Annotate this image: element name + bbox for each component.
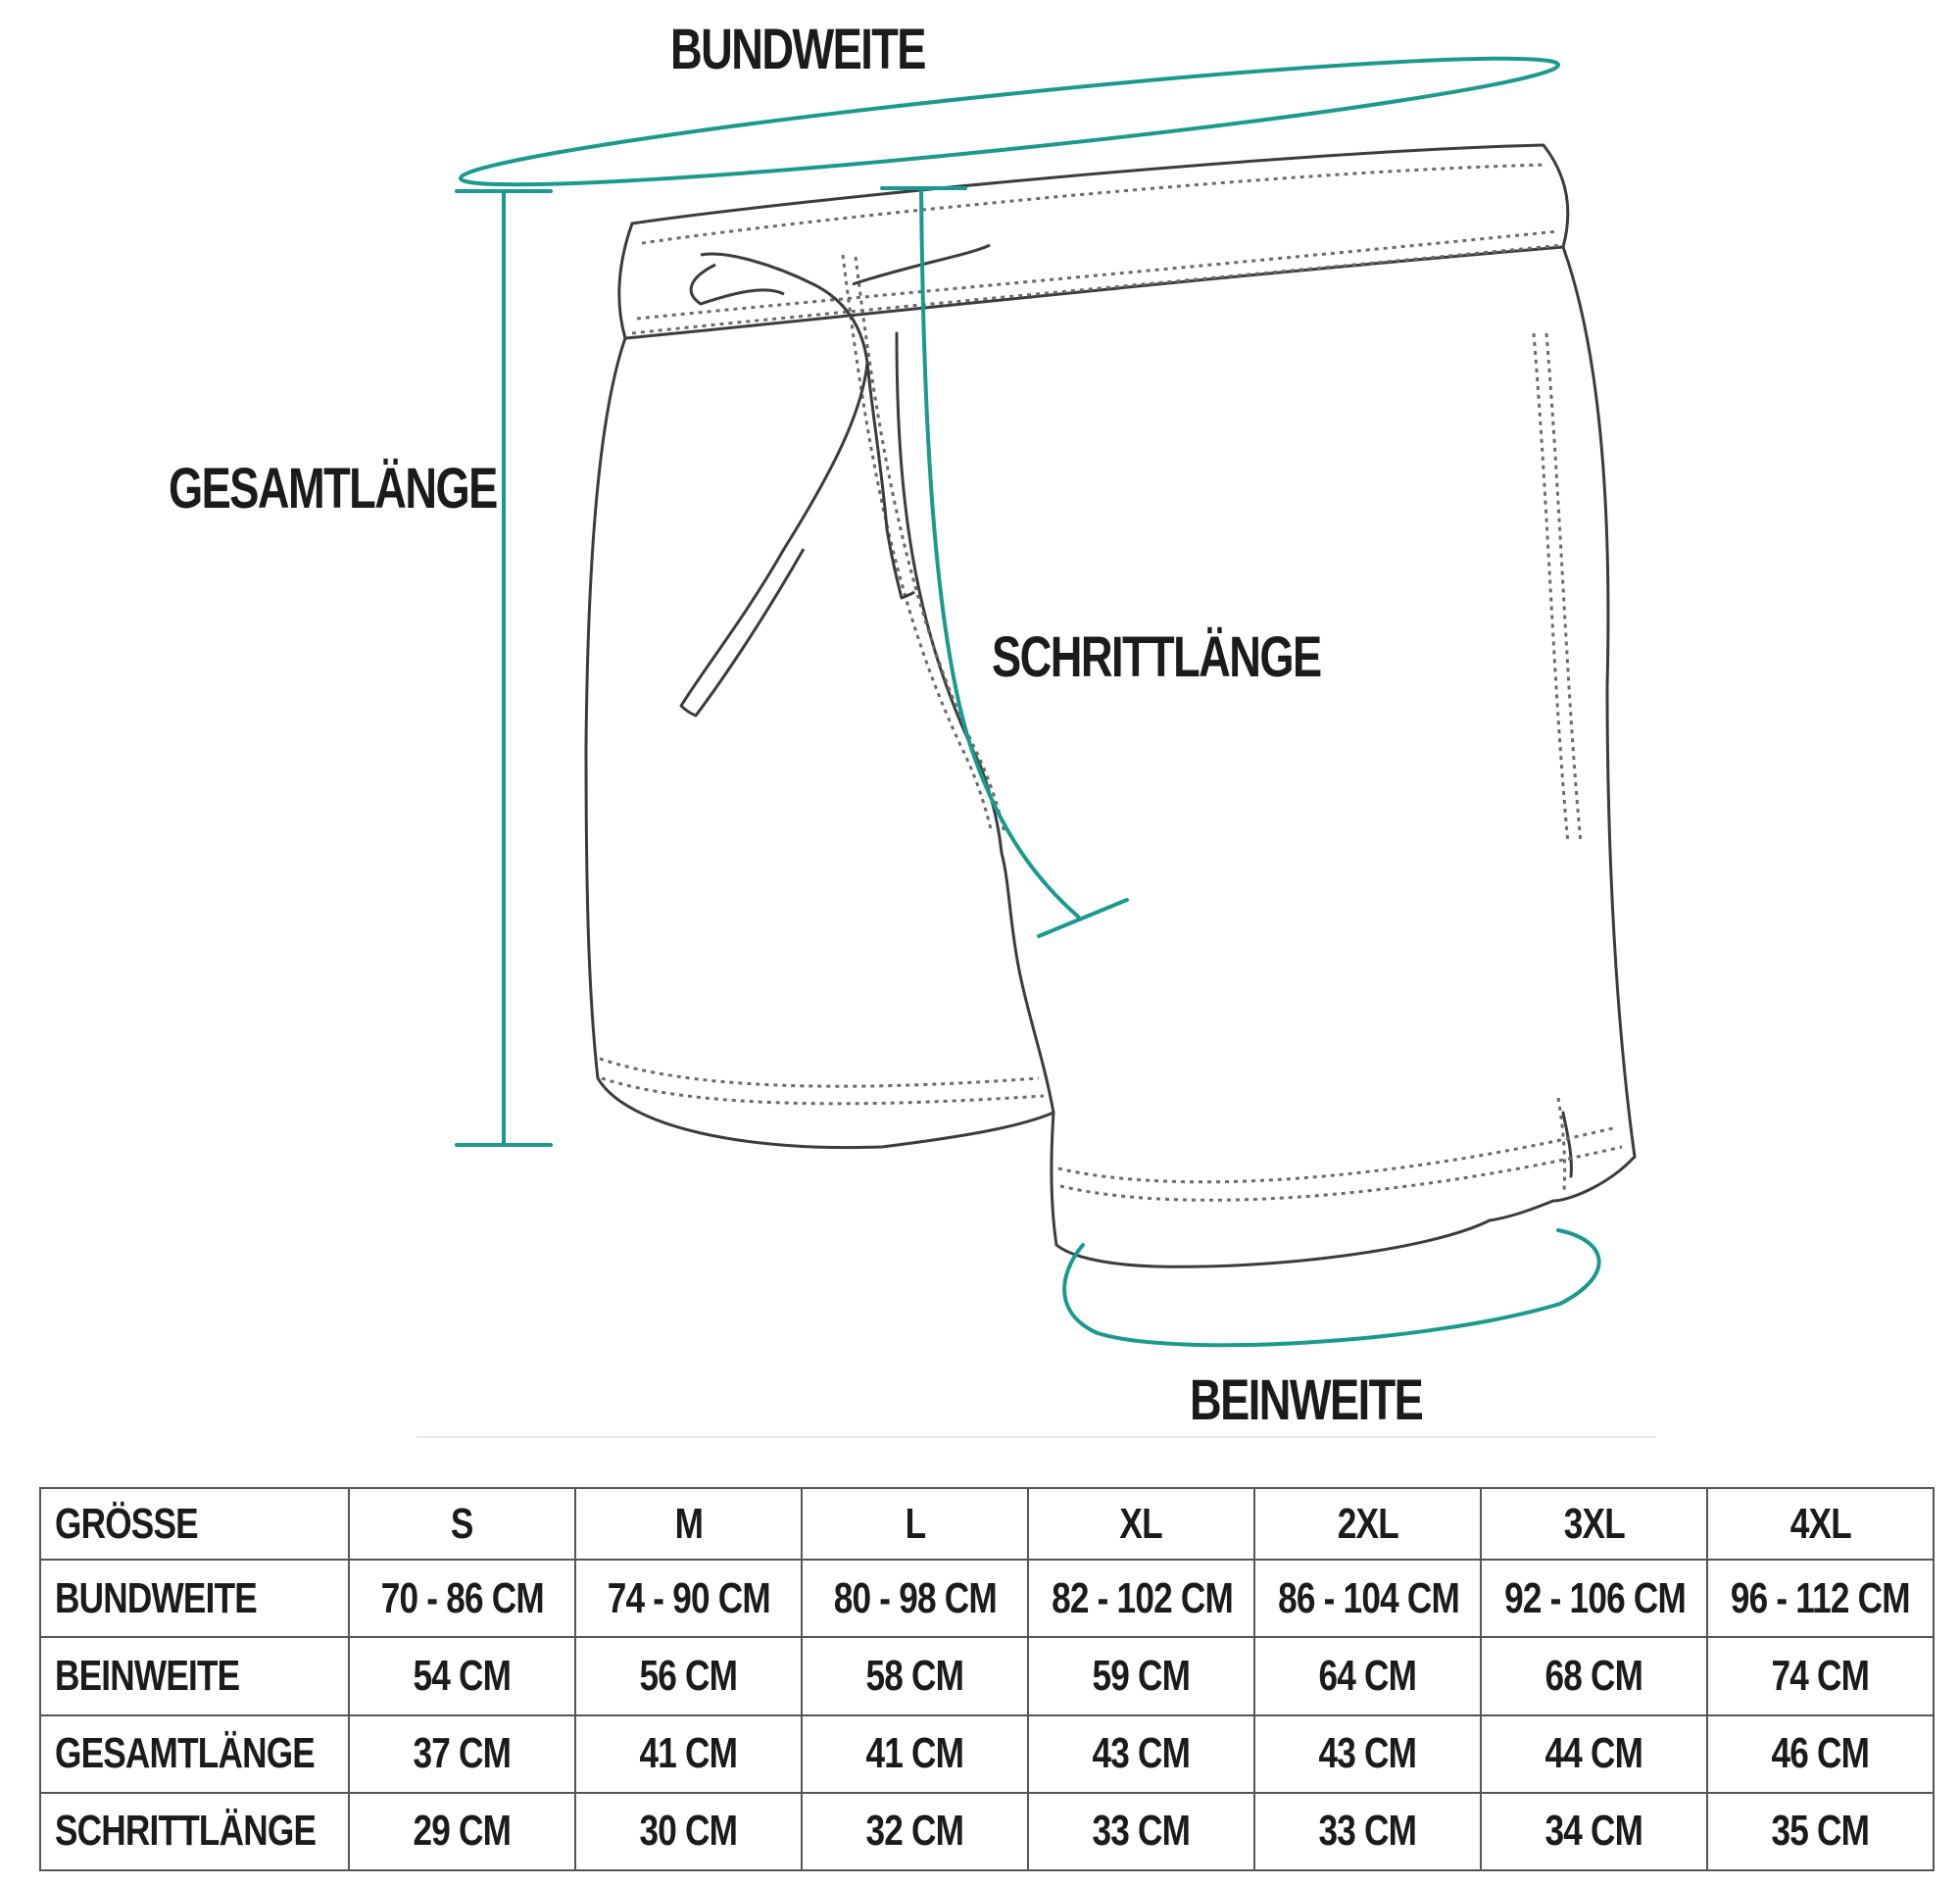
size-header: L bbox=[905, 1499, 925, 1548]
table-cell: 82 - 102 CM bbox=[1052, 1573, 1233, 1622]
table-cell: 86 - 104 CM bbox=[1278, 1573, 1459, 1622]
row-label: BEINWEITE bbox=[55, 1651, 240, 1700]
table-cell: 35 CM bbox=[1771, 1807, 1870, 1856]
size-header: 3XL bbox=[1563, 1499, 1625, 1548]
table-cell: 43 CM bbox=[1318, 1729, 1417, 1778]
table-cell: 64 CM bbox=[1318, 1651, 1417, 1700]
table-cell: 30 CM bbox=[639, 1807, 738, 1856]
table-row bbox=[40, 1793, 1934, 1870]
table-cell: 59 CM bbox=[1092, 1651, 1191, 1700]
size-header: M bbox=[674, 1499, 703, 1548]
table-cell: 58 CM bbox=[865, 1651, 964, 1700]
size-header: 4XL bbox=[1789, 1499, 1851, 1548]
row-label-groesse: GRÖSSE bbox=[55, 1499, 198, 1548]
table-cell: 54 CM bbox=[413, 1651, 512, 1700]
schrittlaenge-line bbox=[921, 188, 1078, 917]
size-header: 2XL bbox=[1337, 1499, 1398, 1548]
beinweite-arc bbox=[1064, 1230, 1599, 1345]
label-schrittlaenge: SCHRITTLÄNGE bbox=[992, 625, 1321, 689]
table-cell: 33 CM bbox=[1092, 1807, 1191, 1856]
table-cell: 92 - 106 CM bbox=[1504, 1573, 1686, 1622]
table-cell: 70 - 86 CM bbox=[380, 1573, 544, 1622]
label-bundweite: BUNDWEITE bbox=[670, 18, 925, 81]
table-cell: 29 CM bbox=[413, 1807, 512, 1856]
table-cell: 44 CM bbox=[1544, 1729, 1643, 1778]
shorts-outline bbox=[586, 145, 1635, 1266]
table-cell: 43 CM bbox=[1092, 1729, 1191, 1778]
row-label: SCHRITTLÄNGE bbox=[55, 1807, 317, 1856]
table-row bbox=[40, 1637, 1934, 1714]
table-cell: 80 - 98 CM bbox=[833, 1573, 997, 1622]
table-cell: 41 CM bbox=[865, 1729, 964, 1778]
table-row bbox=[40, 1715, 1934, 1793]
size-header: XL bbox=[1119, 1499, 1163, 1548]
table-cell: 68 CM bbox=[1544, 1651, 1643, 1700]
table-cell: 46 CM bbox=[1771, 1729, 1870, 1778]
row-label: GESAMTLÄNGE bbox=[55, 1729, 315, 1778]
size-header: S bbox=[451, 1499, 473, 1548]
table-cell: 56 CM bbox=[639, 1651, 738, 1700]
table-cell: 96 - 112 CM bbox=[1731, 1573, 1910, 1622]
table-cell: 74 CM bbox=[1771, 1651, 1870, 1700]
table-cell: 34 CM bbox=[1544, 1807, 1643, 1856]
table-row bbox=[40, 1560, 1934, 1637]
table-cell: 74 - 90 CM bbox=[607, 1573, 770, 1622]
size-table bbox=[39, 1487, 1935, 1871]
table-cell: 33 CM bbox=[1318, 1807, 1417, 1856]
label-beinweite: BEINWEITE bbox=[1190, 1368, 1423, 1432]
table-header-row bbox=[40, 1488, 1934, 1560]
table-cell: 32 CM bbox=[865, 1807, 964, 1856]
label-gesamtlaenge: GESAMTLÄNGE bbox=[169, 457, 497, 521]
table-cell: 41 CM bbox=[639, 1729, 738, 1778]
schrittlaenge-bottom-cap bbox=[1039, 900, 1127, 936]
row-label: BUNDWEITE bbox=[55, 1573, 257, 1622]
table-cell: 37 CM bbox=[413, 1729, 512, 1778]
